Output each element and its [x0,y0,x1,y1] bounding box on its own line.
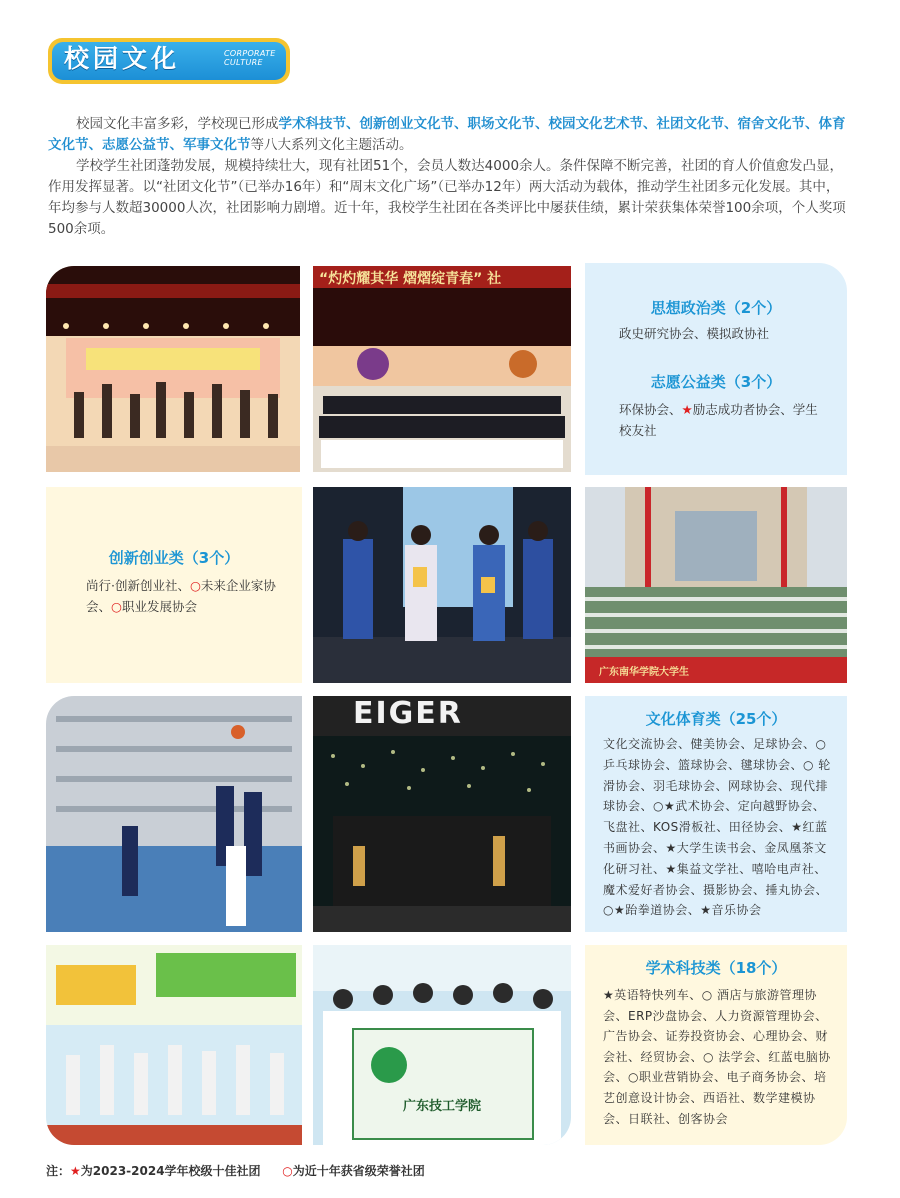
photo-concert [313,696,571,932]
star-icon: ★ [70,1164,81,1178]
photo-sports-event [46,945,302,1145]
photo-stage-group [313,266,571,472]
circle-mark-icon: ○ [111,599,122,614]
category-title-volunteer: 志愿公益类（3个） [650,373,782,391]
intro-text [48,114,852,240]
category-title-academic: 学术科技类（18个） [645,959,787,977]
category-list-volunteer: 环保协会、★励志成功者协会、学生校友社 [619,402,818,438]
photo-fashion-show [313,487,571,683]
photo-ceremony-crowd [585,487,847,683]
group-banner-text: 广东技工学院 [403,1099,482,1114]
section-header [48,38,296,86]
intro-paragraph-1: 校园文化丰富多彩，学校现已形成学术科技节、创新创业文化节、职场文化节、校园文化艺术节、社团文化节、宿舍文化节、体育文化节、志愿公益节、军事文化节等八大系列文化主题活动。 [48,116,846,153]
category-list-politics: 政史研究协会、模拟政协社 [619,326,770,341]
photo-basketball [46,696,302,932]
photo-group-banner [313,945,571,1145]
stage-sign-text: EIGER [353,696,463,731]
category-box-politics-volunteer [585,263,847,475]
category-title-culture-sports: 文化体育类（25个） [645,710,787,728]
legend-note: 注：★为2023-2024学年校级十佳社团 ○为近十年获省级荣誉社团 [46,1164,425,1178]
category-title-politics: 思想政治类（2个） [650,299,782,317]
photo-dance-performance [46,266,300,472]
section-title: 校园文化 [64,44,181,73]
section-subtitle: CORPORATE CULTURE [224,49,276,67]
ceremony-banner-text: 广东南华学院大学生 [599,667,689,678]
circle-mark-icon: ○ [189,578,201,593]
star-icon: ★ [681,402,693,417]
category-box-academic [585,945,847,1145]
category-title-innovation: 创新创业类（3个） [108,549,240,567]
category-list-culture-sports: 文化交流协会、健美协会、足球协会、○ 乒乓球协会、篮球协会、毽球协会、○ 轮滑协会、羽毛球协会、网球协会、现代排球协会、○★武术协会、定向越野协会、飞盘社、KOS滑板社、田径协会、★红蓝书画协会、★大学生读书会、金凤凰茶文化研习社、★集益文学社、嘻哈电声社、魔术爱好者协会、摄影协会、捶丸协会、○★跆拳道协会、★音乐协会 [603,737,831,918]
category-box-culture-sports [585,696,847,932]
stage-banner-text: “灼灼耀其华 熠熠绽青春” 社 [319,271,502,287]
circle-mark-icon: ○ [282,1164,293,1178]
category-list-academic: ★英语特快列车、○ 酒店与旅游管理协会、ERP沙盘协会、人力资源管理协会、广告协会、证券投资协会、心理协会、财会社、经贸协会、○ 法学会、红蓝电脑协会、○职业营销协会、电子商务协会、培艺创意设计协会、西语社、数学建模协会、日联社、创客协会 [603,988,831,1126]
category-list-innovation: 尚行·创新创业社、○未来企业家协会、○职业发展协会 [86,578,276,614]
intro-paragraph-2: 学校学生社团蓬勃发展，规模持续壮大，现有社团51个，会员人数达4000余人。条件保障不断完善，社团的育人价值愈发凸显，作用发挥显著。以“社团文化节”（已举办16年）和“周末文化广场”（已举办12年）两大活动为载体，推动学生社团多元化发展。其中，年均参与人数超30000人次，社团影响力剧增。近十年，我校学生社团在各类评比中屡获佳绩，累计荣获集体荣誉100余项，个人奖项500余项。 [48,158,846,237]
category-box-innovation [46,487,302,683]
